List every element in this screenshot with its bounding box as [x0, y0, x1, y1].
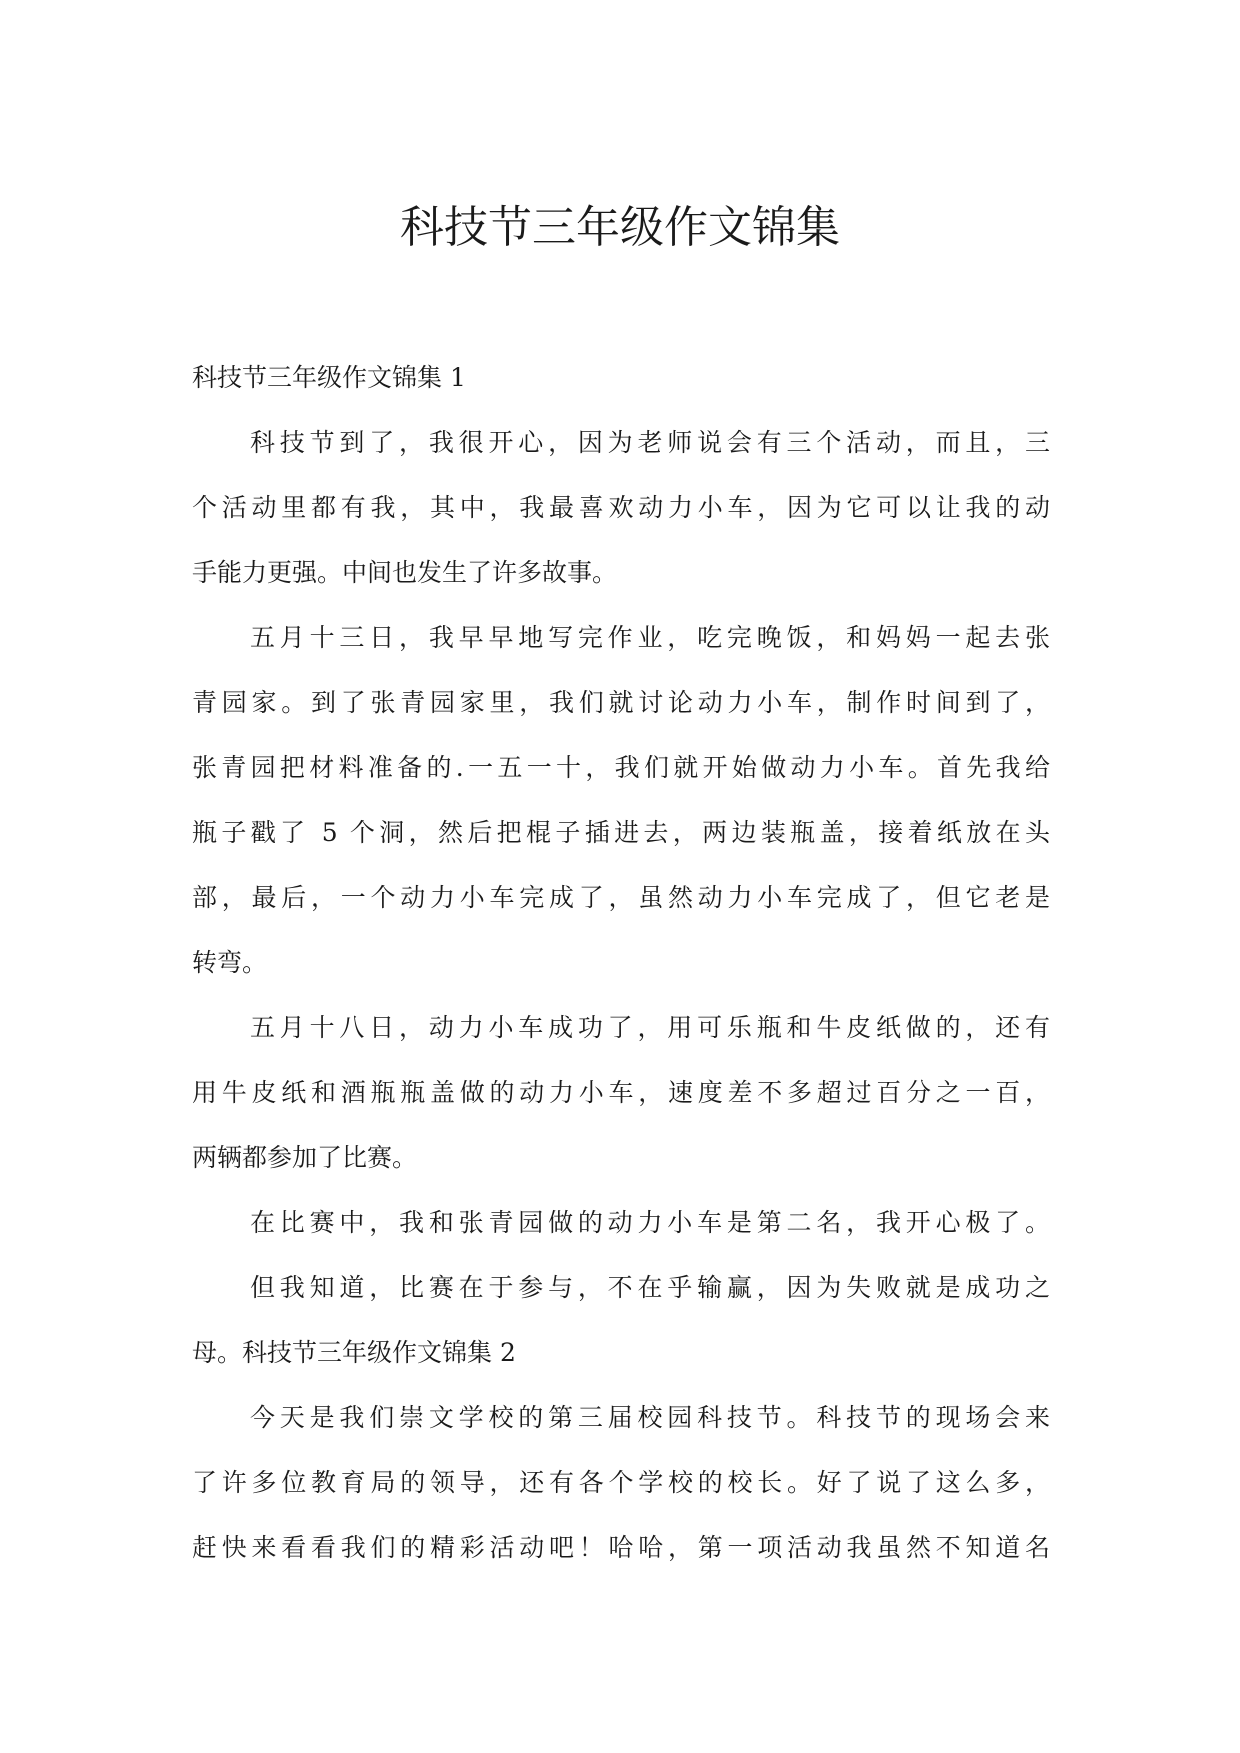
- text-line: 转弯。: [192, 948, 268, 977]
- text-line: 部，最后，一个动力小车完成了，虽然动力小车完成了，但它老是: [192, 883, 1050, 912]
- text-line: 五月十八日，动力小车成功了，用可乐瓶和牛皮纸做的，还有: [250, 1013, 1050, 1042]
- text-line: 用牛皮纸和酒瓶瓶盖做的动力小车，速度差不多超过百分之一百，: [192, 1078, 1050, 1107]
- text-line: 母。科技节三年级作文锦集 2: [192, 1338, 516, 1367]
- text-line: 今天是我们崇文学校的第三届校园科技节。科技节的现场会来: [250, 1403, 1050, 1432]
- document-body: [192, 345, 1050, 1580]
- text-line: 青园家。到了张青园家里，我们就讨论动力小车，制作时间到了，: [192, 688, 1050, 717]
- text-line: 手能力更强。中间也发生了许多故事。: [192, 558, 618, 587]
- text-line: 科技节三年级作文锦集 1: [192, 363, 466, 392]
- text-line: 个活动里都有我，其中，我最喜欢动力小车，因为它可以让我的动: [192, 493, 1050, 522]
- text-line: 但我知道，比赛在于参与，不在乎输赢，因为失败就是成功之: [250, 1273, 1050, 1302]
- text-line: 了许多位教育局的领导，还有各个学校的校长。好了说了这么多，: [192, 1468, 1050, 1497]
- text-line: 瓶子戳了 5 个洞，然后把棍子插进去，两边装瓶盖，接着纸放在头: [192, 818, 1050, 847]
- text-line: 两辆都参加了比赛。: [192, 1143, 418, 1172]
- text-line: 在比赛中，我和张青园做的动力小车是第二名，我开心极了。: [250, 1208, 1050, 1237]
- text-line: 科技节到了，我很开心，因为老师说会有三个活动，而且，三: [250, 428, 1050, 457]
- text-line: 五月十三日，我早早地写完作业，吃完晚饭，和妈妈一起去张: [250, 623, 1050, 652]
- text-line: 张青园把材料准备的.一五一十，我们就开始做动力小车。首先我给: [192, 753, 1050, 782]
- text-line: 赶快来看看我们的精彩活动吧！哈哈，第一项活动我虽然不知道名: [192, 1533, 1050, 1562]
- document-title: 科技节三年级作文锦集: [400, 202, 840, 253]
